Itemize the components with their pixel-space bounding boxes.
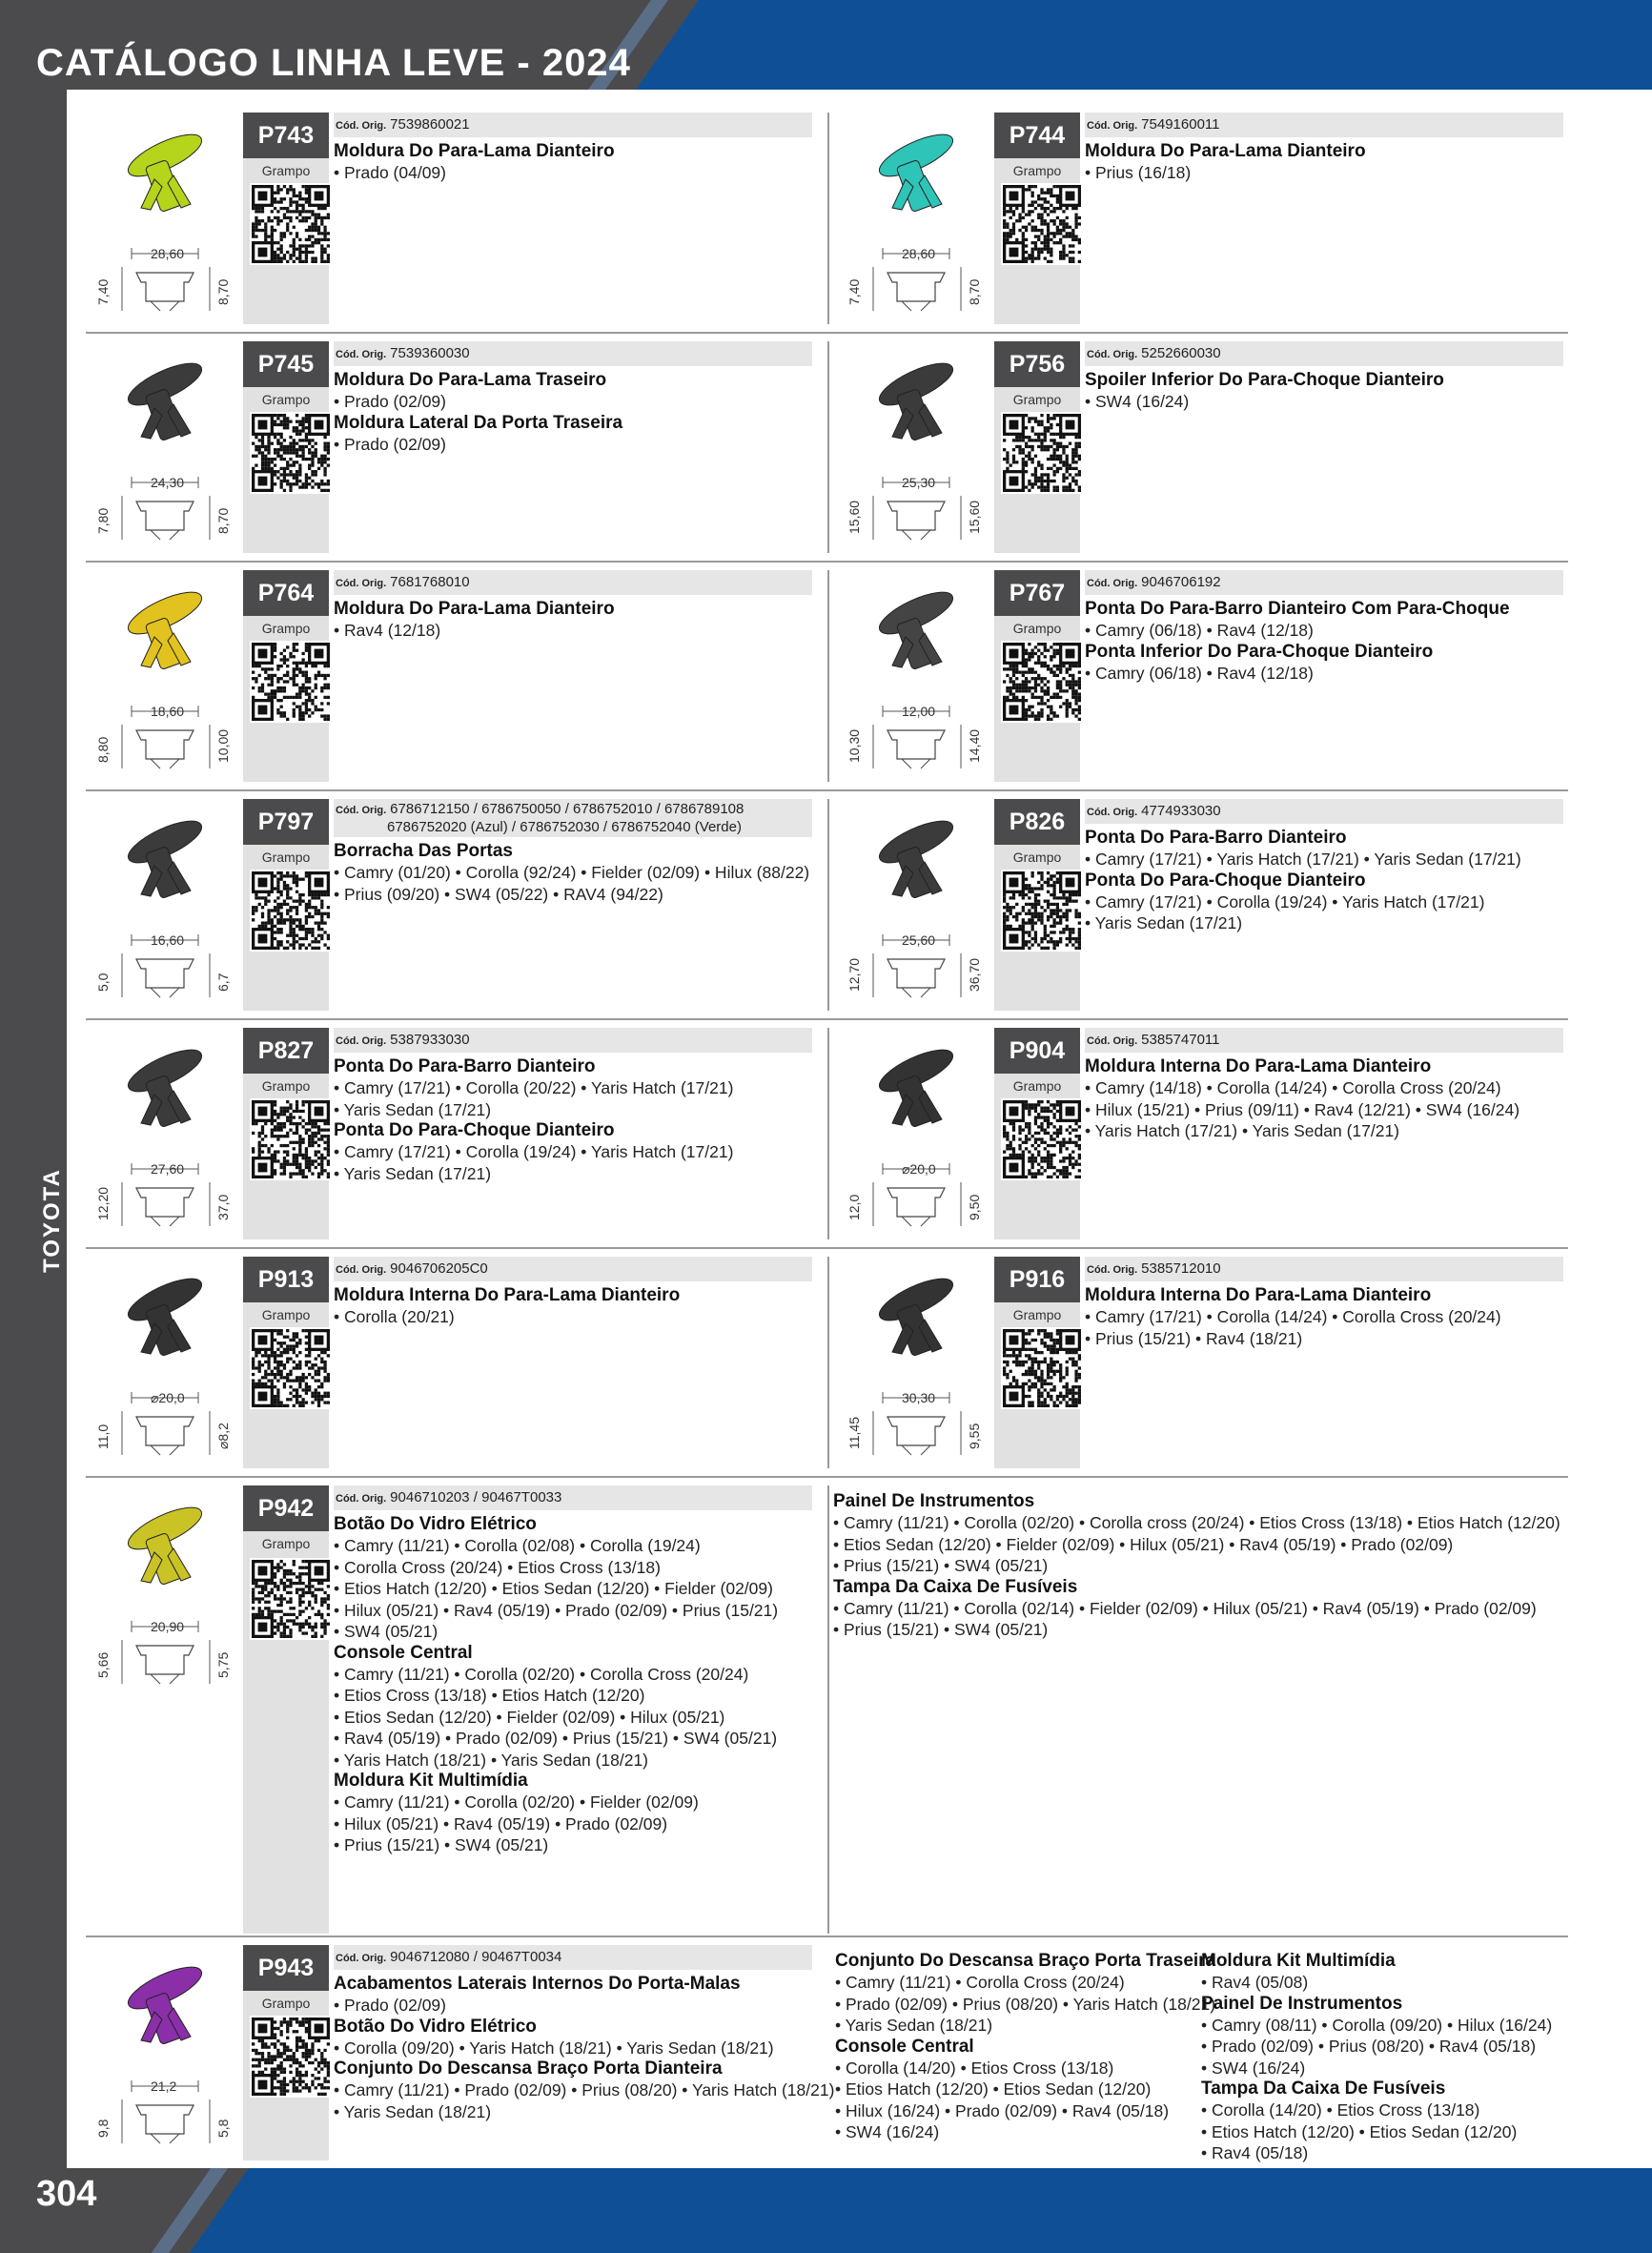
vehicle-list: • Camry (11/21) • Corolla Cross (20/24)	[835, 1973, 1125, 1992]
vehicle-list: • Camry (06/18) • Rav4 (12/18)	[1085, 663, 1314, 683]
row-divider	[86, 561, 1568, 563]
row-divider	[86, 332, 1568, 334]
product-attribute: Grampo	[261, 621, 311, 636]
dimension-right: 8,70	[215, 278, 231, 305]
dimension-drawing	[93, 921, 236, 1005]
vehicle-list: • Camry (11/21) • Corolla (02/20) • Fielder (02/09)	[334, 1792, 699, 1812]
dimension-drawing	[93, 463, 236, 547]
vehicle-list: • Prius (15/21) • SW4 (05/21)	[334, 1835, 549, 1854]
original-code	[334, 113, 812, 137]
dimension-right: 8,70	[967, 278, 982, 305]
product-card	[86, 113, 837, 324]
product-attribute: Grampo	[261, 850, 311, 865]
qr-code	[1001, 183, 1083, 265]
dimension-left: 7,80	[95, 507, 111, 534]
original-code-value: 7539360030	[390, 345, 470, 361]
vehicle-list: • Camry (08/11) • Corolla (09/20) • Hilux (16/24)	[1201, 2015, 1553, 2035]
original-code	[1085, 341, 1563, 366]
vehicle-list: • Camry (11/21) • Prado (02/09) • Prius (08/20) • Yaris Hatch (18/21)	[334, 2080, 835, 2099]
vehicle-list: • Camry (14/18) • Corolla (14/24) • Corolla Cross (20/24)	[1085, 1078, 1501, 1097]
qr-code	[250, 1327, 332, 1409]
applications	[1085, 1056, 1566, 1142]
application-title: Conjunto Do Descansa Braço Porta Dianteira	[334, 2058, 723, 2079]
dimension-right: 10,00	[215, 728, 231, 763]
original-code-value: 5387933030	[390, 1032, 470, 1048]
dimension-left: 12,0	[846, 1194, 862, 1220]
dimension-width: 21,2	[151, 2079, 177, 2094]
original-code-value: 9046712080 / 90467T0034	[390, 1949, 562, 1965]
vehicle-list: • Prado (02/09)	[334, 434, 446, 454]
vehicle-list: • Etios Cross (13/18) • Etios Hatch (12/20)	[334, 1686, 645, 1705]
original-code-value: 9046706192	[1141, 574, 1221, 590]
vehicle-list: • Yaris Sedan (18/21)	[835, 2016, 993, 2035]
dimension-width: 24,30	[151, 475, 185, 490]
vehicle-list: • Corolla (14/20) • Etios Cross (13/18)	[1201, 2100, 1480, 2120]
applications-continued	[1201, 1951, 1573, 2164]
product-code: P913	[243, 1257, 329, 1302]
vehicle-list: • Prado (02/09) • Prius (08/20) • Yaris Hatch (18/21)	[835, 1994, 1216, 2014]
dimension-width: 25,30	[902, 475, 936, 490]
vehicle-list: • Corolla (14/20) • Etios Cross (13/18)	[835, 2058, 1114, 2078]
qr-code	[1001, 1327, 1083, 1409]
original-code-label: Cód. Orig.	[1087, 1035, 1138, 1047]
vehicle-list: • Etios Sedan (12/20) • Fielder (02/09) • Hilux (05/21)	[334, 1707, 725, 1727]
product-attribute: Grampo	[1012, 850, 1062, 865]
vehicle-list: • Yaris Hatch (18/21) • Yaris Sedan (18/21)	[334, 1750, 649, 1770]
application-title: Moldura Do Para-Lama Dianteiro	[1085, 141, 1366, 161]
dimension-drawing	[93, 1608, 236, 1691]
vehicle-list: • Corolla (09/20) • Yaris Hatch (18/21) • Yaris Sedan (18/21)	[334, 2038, 774, 2058]
vehicle-list: • Rav4 (05/18)	[1201, 2143, 1309, 2162]
applications	[334, 1056, 815, 1184]
vehicle-list: • Camry (06/18) • Rav4 (12/18)	[1085, 621, 1314, 640]
p745-clip-image	[93, 341, 236, 465]
dimension-drawing	[845, 921, 988, 1005]
row-divider	[86, 1247, 1568, 1249]
vehicle-list: • Prado (02/09)	[334, 1996, 446, 2015]
applications	[334, 1974, 835, 2122]
vehicle-list: • Yaris Sedan (17/21)	[334, 1099, 492, 1119]
dimension-right: 9,50	[967, 1194, 982, 1220]
applications	[1085, 1285, 1566, 1349]
dimension-right: 5,8	[215, 2119, 231, 2138]
vehicle-list: • Camry (17/21) • Corolla (20/22) • Yaris Hatch (17/21)	[334, 1078, 734, 1097]
brand-label: TOYOTA	[39, 1168, 65, 1273]
original-code	[334, 1028, 812, 1053]
vehicle-list: • Corolla (20/21)	[334, 1307, 455, 1326]
product-card	[86, 799, 837, 1011]
vehicle-list: • Yaris Sedan (17/21)	[334, 1163, 492, 1183]
product-code: P767	[994, 570, 1080, 616]
dimension-width: 30,30	[902, 1390, 936, 1405]
dimension-right: 37,0	[215, 1194, 231, 1220]
original-code-label: Cód. Orig.	[1087, 349, 1138, 360]
application-title: Acabamentos Laterais Internos Do Porta-Malas	[334, 1974, 741, 1994]
row-divider	[86, 1936, 1568, 1937]
application-title: Spoiler Inferior Do Para-Choque Dianteiro	[1085, 370, 1444, 390]
product-code: P743	[243, 113, 329, 158]
vehicle-list: • Camry (17/21) • Corolla (19/24) • Yaris Hatch (17/21)	[1085, 891, 1485, 911]
applications	[334, 1514, 815, 1856]
dimension-left: 12,70	[846, 957, 862, 992]
product-attribute: Grampo	[1012, 621, 1062, 636]
vehicle-list: • Rav4 (05/08)	[1201, 1973, 1309, 1992]
applications	[1085, 828, 1566, 934]
dimension-drawing	[845, 692, 988, 776]
original-code-value: 5252660030	[1141, 345, 1221, 361]
dimension-width: ⌀20,0	[902, 1161, 936, 1177]
vehicle-list: • SW4 (05/21)	[334, 1622, 438, 1641]
vehicle-list: • Prius (15/21) • SW4 (05/21)	[833, 1620, 1049, 1639]
column-divider	[827, 341, 829, 553]
brand-sidebar	[0, 90, 67, 2168]
p942-clip-image	[93, 1485, 236, 1609]
dimension-right: 6,7	[215, 973, 231, 992]
application-title: Painel De Instrumentos	[1201, 1993, 1403, 2014]
vehicle-list: • Yaris Hatch (17/21) • Yaris Sedan (17/21)	[1085, 1121, 1400, 1140]
product-card	[86, 341, 837, 553]
qr-code	[1001, 412, 1083, 494]
application-title: Botão Do Vidro Elétrico	[334, 2016, 537, 2037]
vehicle-list: • Etios Hatch (12/20) • Etios Sedan (12/20) • Fielder (02/09)	[334, 1579, 773, 1598]
original-code-label: Cód. Orig.	[336, 1264, 387, 1276]
product-card	[837, 570, 1588, 782]
dimension-width: 27,60	[151, 1161, 185, 1177]
application-title: Moldura Interna Do Para-Lama Dianteiro	[334, 1285, 681, 1305]
vehicle-list: • SW4 (16/24)	[1201, 2058, 1306, 2078]
product-code: P756	[994, 341, 1080, 387]
original-code-value: 7539860021	[390, 116, 470, 133]
product-card	[86, 1257, 837, 1468]
original-code-value: 7681768010	[390, 574, 470, 590]
vehicle-list: • Camry (11/21) • Corolla (02/20) • Corolla cross (20/24) • Etios Cross (13/18) • Etios Hatch (12/20)	[833, 1513, 1560, 1532]
original-code-label: Cód. Orig.	[336, 805, 387, 816]
dimension-left: 8,80	[95, 736, 111, 763]
vehicle-list: • Etios Hatch (12/20) • Etios Sedan (12/20)	[835, 2079, 1152, 2099]
original-code-label: Cód. Orig.	[1087, 578, 1138, 589]
qr-code	[250, 1558, 332, 1640]
applications	[334, 141, 815, 184]
column-divider	[827, 1028, 829, 1239]
vehicle-list: • Prius (15/21) • Rav4 (18/21)	[1085, 1328, 1303, 1348]
dimension-width: 28,60	[902, 246, 936, 261]
qr-code	[250, 1098, 332, 1180]
dimension-drawing	[93, 1379, 236, 1463]
p827-clip-image	[93, 1028, 236, 1152]
original-code-label: Cód. Orig.	[336, 120, 387, 132]
product-code: P745	[243, 341, 329, 387]
product-code: P942	[243, 1485, 329, 1531]
dimension-left: 7,40	[846, 278, 862, 305]
page-header	[0, 0, 1652, 90]
p913-clip-image	[93, 1257, 236, 1381]
original-code	[334, 341, 812, 366]
product-card	[86, 1485, 837, 1934]
dimension-width: 20,90	[151, 1619, 185, 1634]
p826-clip-image	[845, 799, 988, 923]
dimension-left: 5,66	[95, 1651, 111, 1678]
dimension-width: 28,60	[151, 246, 185, 261]
application-title: Painel De Instrumentos	[833, 1491, 1035, 1511]
dimension-left: 10,30	[846, 728, 862, 763]
application-title: Moldura Do Para-Lama Dianteiro	[334, 141, 615, 161]
qr-code	[1001, 1098, 1083, 1180]
vehicle-list: • Camry (01/20) • Corolla (92/24) • Fielder (02/09) • Hilux (88/22)	[334, 863, 810, 882]
applications	[1085, 370, 1566, 413]
dimension-left: 5,0	[95, 973, 111, 992]
dimension-drawing	[93, 1150, 236, 1234]
applications-continued	[833, 1491, 1577, 1641]
row-divider	[86, 1476, 1568, 1478]
original-code	[334, 1945, 812, 1970]
original-code	[334, 570, 812, 595]
vehicle-list: • Prius (15/21) • SW4 (05/21)	[833, 1556, 1049, 1575]
column-divider	[827, 1257, 829, 1468]
vehicle-list: • Camry (17/21) • Corolla (14/24) • Corolla Cross (20/24)	[1085, 1307, 1501, 1326]
p756-clip-image	[845, 341, 988, 465]
dimension-left: 15,60	[846, 500, 862, 534]
catalog-title: CATÁLOGO LINHA LEVE - 2024	[36, 42, 631, 84]
original-code	[1085, 1028, 1563, 1053]
product-code: P904	[994, 1028, 1080, 1074]
dimension-left: 11,0	[95, 1423, 111, 1449]
p764-clip-image	[93, 570, 236, 694]
original-code	[1085, 1257, 1563, 1281]
original-code	[334, 799, 812, 837]
row-divider	[86, 1018, 1568, 1020]
product-code: P744	[994, 113, 1080, 158]
dimension-right: 36,70	[967, 957, 982, 992]
dimension-left: 9,8	[95, 2119, 111, 2138]
vehicle-list: • Rav4 (05/19) • Prado (02/09) • Prius (15/21) • SW4 (05/21)	[334, 1729, 778, 1748]
original-code-label: Cód. Orig.	[336, 1493, 387, 1505]
vehicle-list: • SW4 (16/24)	[1085, 392, 1190, 411]
application-title: Tampa Da Caixa De Fusíveis	[1201, 2079, 1446, 2099]
product-code: P943	[243, 1945, 329, 1991]
product-code: P826	[994, 799, 1080, 845]
row-divider	[86, 789, 1568, 791]
application-title: Moldura Lateral Da Porta Traseira	[334, 412, 623, 433]
dimension-drawing	[93, 2067, 236, 2151]
applications	[334, 370, 815, 455]
vehicle-list: • Rav4 (12/18)	[334, 621, 441, 640]
original-code-label: Cód. Orig.	[336, 1035, 387, 1047]
product-card	[837, 113, 1588, 324]
product-card	[837, 341, 1588, 553]
applications	[334, 599, 815, 642]
dimension-width: 18,60	[151, 704, 185, 719]
dimension-left: 7,40	[95, 278, 111, 305]
original-code-label: Cód. Orig.	[1087, 120, 1138, 132]
original-code-value: 7549160011	[1141, 116, 1220, 133]
application-title: Ponta Do Para-Barro Dianteiro Com Para-Choque	[1085, 599, 1510, 619]
p743-clip-image	[93, 113, 236, 236]
product-attribute: Grampo	[1012, 163, 1062, 178]
product-attribute: Grampo	[1012, 392, 1062, 407]
dimension-left: 11,45	[846, 1417, 862, 1449]
product-attribute: Grampo	[261, 1078, 311, 1094]
product-attribute: Grampo	[261, 163, 311, 178]
dimension-right: ⌀8,2	[215, 1423, 231, 1449]
dimension-width: 25,60	[902, 932, 936, 948]
dimension-right: 9,55	[967, 1423, 982, 1449]
dimension-right: 15,60	[967, 500, 982, 534]
dimension-left: 12,20	[95, 1186, 111, 1220]
vehicle-list: • Corolla Cross (20/24) • Etios Cross (13/18)	[334, 1557, 661, 1577]
application-title: Moldura Do Para-Lama Traseiro	[334, 370, 607, 390]
product-attribute: Grampo	[261, 1536, 311, 1551]
product-code: P797	[243, 799, 329, 845]
qr-code	[250, 183, 332, 265]
vehicle-list: • Prius (16/18)	[1085, 163, 1192, 182]
vehicle-list: • Etios Hatch (12/20) • Etios Sedan (12/20)	[1201, 2121, 1518, 2141]
product-card	[86, 1945, 837, 2161]
p943-clip-image	[93, 1945, 236, 2069]
application-title: Moldura Do Para-Lama Dianteiro	[334, 599, 615, 619]
dimension-drawing	[845, 463, 988, 547]
product-attribute: Grampo	[261, 1996, 311, 2011]
application-title: Console Central	[835, 2036, 974, 2057]
column-divider	[827, 570, 829, 782]
product-card	[86, 1028, 837, 1239]
p797-clip-image	[93, 799, 236, 923]
qr-code	[250, 641, 332, 723]
application-title: Moldura Interna Do Para-Lama Dianteiro	[1085, 1056, 1432, 1076]
page-footer	[0, 2168, 1652, 2253]
application-title: Moldura Kit Multimídia	[334, 1771, 528, 1791]
page-number: 304	[36, 2174, 97, 2214]
dimension-width: 16,60	[151, 932, 185, 948]
application-title: Console Central	[334, 1642, 473, 1663]
vehicle-list: • Etios Sedan (12/20) • Fielder (02/09) • Hilux (05/21) • Rav4 (05/19) • Prado (02/09)	[833, 1534, 1454, 1554]
application-title: Moldura Interna Do Para-Lama Dianteiro	[1085, 1285, 1432, 1305]
application-title: Moldura Kit Multimídia	[1201, 1951, 1396, 1971]
application-title: Ponta Do Para-Barro Dianteiro	[1085, 828, 1347, 848]
dimension-right: 14,40	[967, 728, 982, 763]
dimension-drawing	[845, 235, 988, 318]
vehicle-list: • Hilux (05/21) • Rav4 (05/19) • Prado (02/09)	[334, 1813, 668, 1833]
vehicle-list: • Camry (11/21) • Corolla (02/14) • Fielder (02/09) • Hilux (05/21) • Rav4 (05/19) • Prado (02/09)	[833, 1598, 1537, 1618]
vehicle-list: • Camry (17/21) • Corolla (19/24) • Yaris Hatch (17/21)	[334, 1142, 734, 1161]
applications	[334, 841, 815, 905]
column-divider	[827, 113, 829, 324]
vehicle-list: • SW4 (16/24)	[835, 2122, 940, 2141]
product-code: P764	[243, 570, 329, 616]
original-code-label: Cód. Orig.	[1087, 1264, 1138, 1276]
applications-continued	[835, 1951, 1216, 2143]
p744-clip-image	[845, 113, 988, 236]
original-code-label: Cód. Orig.	[1087, 807, 1138, 818]
product-attribute: Grampo	[1012, 1307, 1062, 1322]
product-code: P827	[243, 1028, 329, 1074]
original-code-label: Cód. Orig.	[336, 349, 387, 360]
application-title: Conjunto Do Descansa Braço Porta Traseira	[835, 1951, 1216, 1971]
original-code-value: 9046706205C0	[390, 1260, 488, 1277]
dimension-right: 8,70	[215, 507, 231, 534]
column-divider	[827, 1485, 829, 1934]
applications	[1085, 141, 1566, 184]
dimension-right: 5,75	[215, 1651, 231, 1678]
column-divider	[827, 799, 829, 1011]
vehicle-list: • Camry (11/21) • Corolla (02/08) • Corolla (19/24)	[334, 1536, 701, 1555]
product-card	[86, 570, 837, 782]
vehicle-list: • Camry (17/21) • Yaris Hatch (17/21) • Yaris Sedan (17/21)	[1085, 850, 1521, 869]
vehicle-list: • Prado (02/09) • Prius (08/20) • Rav4 (05/18)	[1201, 2037, 1537, 2056]
qr-code	[250, 412, 332, 494]
original-code	[1085, 799, 1563, 824]
application-title: Ponta Do Para-Barro Dianteiro	[334, 1056, 596, 1076]
vehicle-list: • Hilux (16/24) • Prado (02/09) • Rav4 (05/18)	[835, 2100, 1170, 2120]
original-code-value: 6786712150 / 6786750050 / 6786752010 / 6786789108	[390, 801, 744, 817]
application-title: Ponta Do Para-Choque Dianteiro	[1085, 870, 1366, 891]
original-code-value: 5385747011	[1141, 1032, 1220, 1048]
qr-code	[1001, 870, 1083, 952]
application-title: Botão Do Vidro Elétrico	[334, 1514, 537, 1534]
applications	[334, 1285, 815, 1328]
application-title: Ponta Inferior Do Para-Choque Dianteiro	[1085, 641, 1434, 662]
vehicle-list: • Prius (09/20) • SW4 (05/22) • RAV4 (94/22)	[334, 884, 663, 904]
product-code: P916	[994, 1257, 1080, 1302]
original-code	[334, 1257, 812, 1281]
original-code-value: 9046710203 / 90467T0033	[390, 1489, 562, 1505]
vehicle-list: • Prado (04/09)	[334, 163, 446, 182]
vehicle-list: • Camry (11/21) • Corolla (02/20) • Corolla Cross (20/24)	[334, 1664, 749, 1684]
application-title: Tampa Da Caixa De Fusíveis	[833, 1576, 1078, 1597]
product-card	[837, 799, 1588, 1011]
dimension-drawing	[845, 1150, 988, 1234]
vehicle-list: • Prado (02/09)	[334, 392, 446, 411]
p916-clip-image	[845, 1257, 988, 1381]
product-card	[837, 1028, 1588, 1239]
product-card	[837, 1257, 1588, 1468]
application-title: Ponta Do Para-Choque Dianteiro	[334, 1120, 615, 1140]
p767-clip-image	[845, 570, 988, 694]
vehicle-list: • Hilux (15/21) • Prius (09/11) • Rav4 (12/21) • SW4 (16/24)	[1085, 1099, 1520, 1119]
product-attribute: Grampo	[261, 1307, 311, 1322]
original-code	[1085, 570, 1563, 595]
qr-code	[1001, 641, 1083, 723]
vehicle-list: • Yaris Sedan (18/21)	[334, 2101, 492, 2121]
original-code-label: Cód. Orig.	[336, 578, 387, 589]
product-attribute: Grampo	[261, 392, 311, 407]
dimension-drawing	[845, 1379, 988, 1463]
product-attribute: Grampo	[1012, 1078, 1062, 1094]
original-code-value: 4774933030	[1141, 803, 1221, 819]
qr-code	[250, 870, 332, 952]
dimension-drawing	[93, 235, 236, 318]
original-code-value: 6786752020 (Azul) / 6786752030 / 6786752040 (Verde)	[387, 819, 742, 835]
qr-code	[250, 2016, 332, 2098]
original-code-label: Cód. Orig.	[336, 1953, 387, 1964]
application-title: Borracha Das Portas	[334, 841, 513, 861]
original-code	[1085, 113, 1563, 137]
dimension-width: 12,00	[902, 704, 936, 719]
vehicle-list: • Yaris Sedan (17/21)	[1085, 913, 1243, 932]
p904-clip-image	[845, 1028, 988, 1152]
original-code	[334, 1485, 812, 1510]
original-code-value: 5385712010	[1141, 1260, 1221, 1277]
dimension-width: ⌀20,0	[151, 1390, 185, 1405]
applications	[1085, 599, 1566, 684]
vehicle-list: • Hilux (05/21) • Rav4 (05/19) • Prado (02/09) • Prius (15/21)	[334, 1600, 779, 1620]
dimension-drawing	[93, 692, 236, 776]
